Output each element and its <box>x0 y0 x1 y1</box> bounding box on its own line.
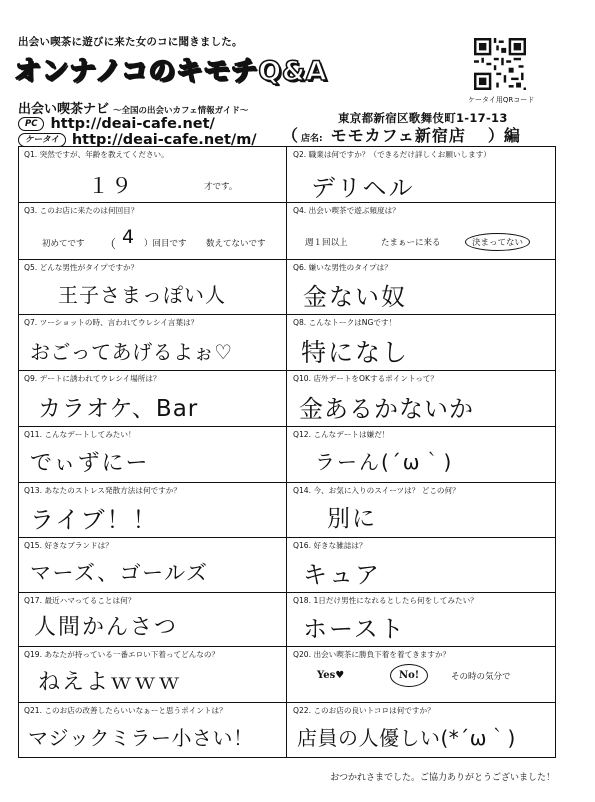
question-label: Q22. このお店の良いトコロは何ですか？ <box>293 706 435 715</box>
question-cell-q15 <box>18 537 286 592</box>
question-cell-q19 <box>18 646 286 702</box>
choice-option: ）回目です <box>144 239 187 249</box>
question-cell-q11 <box>18 426 286 482</box>
pc-badge: PC <box>18 117 44 131</box>
qr-code-icon <box>474 38 526 90</box>
question-label: Q2. 職業は何ですか？（できるだけ詳しくお願いします） <box>293 150 491 159</box>
answer-text: おごってあげるよぉ♡ <box>30 340 233 364</box>
question-label: Q8. こんなトークはNGです！ <box>293 318 397 327</box>
question-label: Q12. こんなデートは嫌だ！ <box>293 430 390 439</box>
answer-text: カラオケ、Bar <box>38 396 199 422</box>
question-cell-q13 <box>18 482 286 537</box>
question-label: Q13. あなたのストレス発散方法は何ですか？ <box>24 486 181 495</box>
mobile-url[interactable]: http://deai-cafe.net/m/ <box>71 132 257 148</box>
answer-text: でぃずにー <box>30 451 150 476</box>
choice-option: 初めてです <box>42 239 85 249</box>
question-label: Q11. こんなデートしてみたい！ <box>24 430 136 439</box>
survey-logo: オンナノコのキモチQ&A <box>14 56 328 87</box>
tagline: 出会い喫茶に遊びに来た女のコに聞きました。 <box>18 36 243 48</box>
answer-text: 店員の人優しい(*´ω｀) <box>297 726 516 750</box>
question-label: Q6. 嫌いな男性のタイプは？ <box>293 263 392 272</box>
answer-text: ライブ！！ <box>30 506 159 534</box>
question-cell-q1 <box>18 146 286 202</box>
question-label: Q7. ツーショットの時、言われてウレシイ言葉は？ <box>24 318 199 327</box>
brand-title: 出会い喫茶ナビ <box>18 102 110 117</box>
answer-text: キュア <box>303 561 381 589</box>
question-label: Q16. 好きな雑誌は？ <box>293 541 367 550</box>
question-label: Q1. 突然ですが、年齢を教えてください。 <box>24 150 169 159</box>
shop-address: 東京都新宿区歌舞伎町1-17-13 <box>338 111 508 125</box>
thank-you-footer: おつかれさまでした。ご協力ありがとうございました！ <box>330 773 555 783</box>
question-label: Q20. 出会い喫茶に勝負下着を着てきますか？ <box>293 650 451 659</box>
selected-choice: No! <box>390 664 428 687</box>
shop-open-paren: （ <box>282 126 299 145</box>
brand-subtitle: 〜全国の出会いカフェ情報ガイド〜 <box>113 106 249 116</box>
question-cell-q21 <box>18 702 286 758</box>
shop-close-paren: ）編 <box>487 126 520 145</box>
question-label: Q14. 今、お気に入りのスイーツは？ どこの何？ <box>293 486 460 495</box>
answer-text: １９ <box>88 174 134 198</box>
question-label: Q19. あなたが持っている一番エロい下着ってどんなの？ <box>24 650 220 659</box>
question-cell-q20 <box>287 646 556 702</box>
question-cell-q6 <box>287 259 556 314</box>
shop-name: モモカフェ新宿店 <box>330 126 466 145</box>
question-cell-q14 <box>287 482 556 537</box>
question-label: Q10. 店外デートをOKするポイントって？ <box>293 374 439 383</box>
choice-option: 数えてないです <box>206 239 266 249</box>
choice-open-paren: （ <box>104 237 117 251</box>
question-label: Q21. このお店の改善したらいいなぁーと思うポイントは？ <box>24 706 227 715</box>
answer-text: ホースト <box>303 615 406 643</box>
pc-url[interactable]: http://deai-cafe.net/ <box>50 116 215 132</box>
question-label: Q4. 出会い喫茶で遊ぶ頻度は？ <box>293 206 400 215</box>
question-label: Q15. 好きなブランドは？ <box>24 541 113 550</box>
choice-option: その時の気分で <box>451 672 511 682</box>
question-cell-q22 <box>287 702 556 758</box>
question-label: Q9. デートに誘われてウレシイ場所は？ <box>24 374 161 383</box>
answer-text: 別に <box>327 506 377 532</box>
answer-text: マーズ、ゴールズ <box>30 561 209 585</box>
question-label: Q18. 1日だけ男性になれるとしたら何をしてみたい？ <box>293 596 478 605</box>
answer-text: 人間かんさつ <box>34 615 179 640</box>
choice-option: 週１回以上 <box>305 238 348 248</box>
question-cell-q17 <box>18 592 286 646</box>
question-cell-q3 <box>18 202 286 259</box>
answer-text: 特になし <box>301 338 410 367</box>
answer-text: ラーん(´ω｀) <box>315 450 454 474</box>
answer-text: デリヘル <box>311 174 415 202</box>
answer-text: マジックミラー小さい！ <box>28 726 254 750</box>
question-cell-q9 <box>18 370 286 426</box>
qr-caption: ケータイ用QRコード <box>468 96 535 104</box>
answer-text: 王子さまっぽい人 <box>58 283 226 307</box>
shop-label: 店名: <box>301 134 323 144</box>
question-cell-q10 <box>287 370 556 426</box>
pc-url-row <box>18 116 215 132</box>
choice-option: Yes♥ <box>317 670 345 681</box>
selected-choice: 決まってない <box>465 233 530 251</box>
answer-suffix: 才です。 <box>204 182 238 192</box>
question-label: Q3. このお店に来たのは何回目？ <box>24 206 139 215</box>
answer-text: 金ない奴 <box>303 283 407 311</box>
shop-line <box>282 123 520 146</box>
question-label: Q5. どんな男性がタイプですか？ <box>24 263 139 272</box>
question-cell-q8 <box>287 314 556 370</box>
answer-text: ねえよｗｗｗ <box>38 670 183 695</box>
answer-text: 金あるかないか <box>299 395 474 423</box>
question-cell-q2 <box>287 146 556 202</box>
brand-name <box>18 98 248 117</box>
question-cell-q18 <box>287 592 556 646</box>
question-cell-q16 <box>287 537 556 592</box>
answer-text: 4 <box>122 226 137 248</box>
question-cell-q7 <box>18 314 286 370</box>
question-label: Q17. 最近ハマってることは何？ <box>24 596 136 605</box>
question-cell-q5 <box>18 259 286 314</box>
mobile-badge: ケータイ <box>18 133 66 147</box>
question-cell-q4 <box>287 202 556 259</box>
choice-option: たまぁーに来る <box>381 238 441 248</box>
question-cell-q12 <box>287 426 556 482</box>
